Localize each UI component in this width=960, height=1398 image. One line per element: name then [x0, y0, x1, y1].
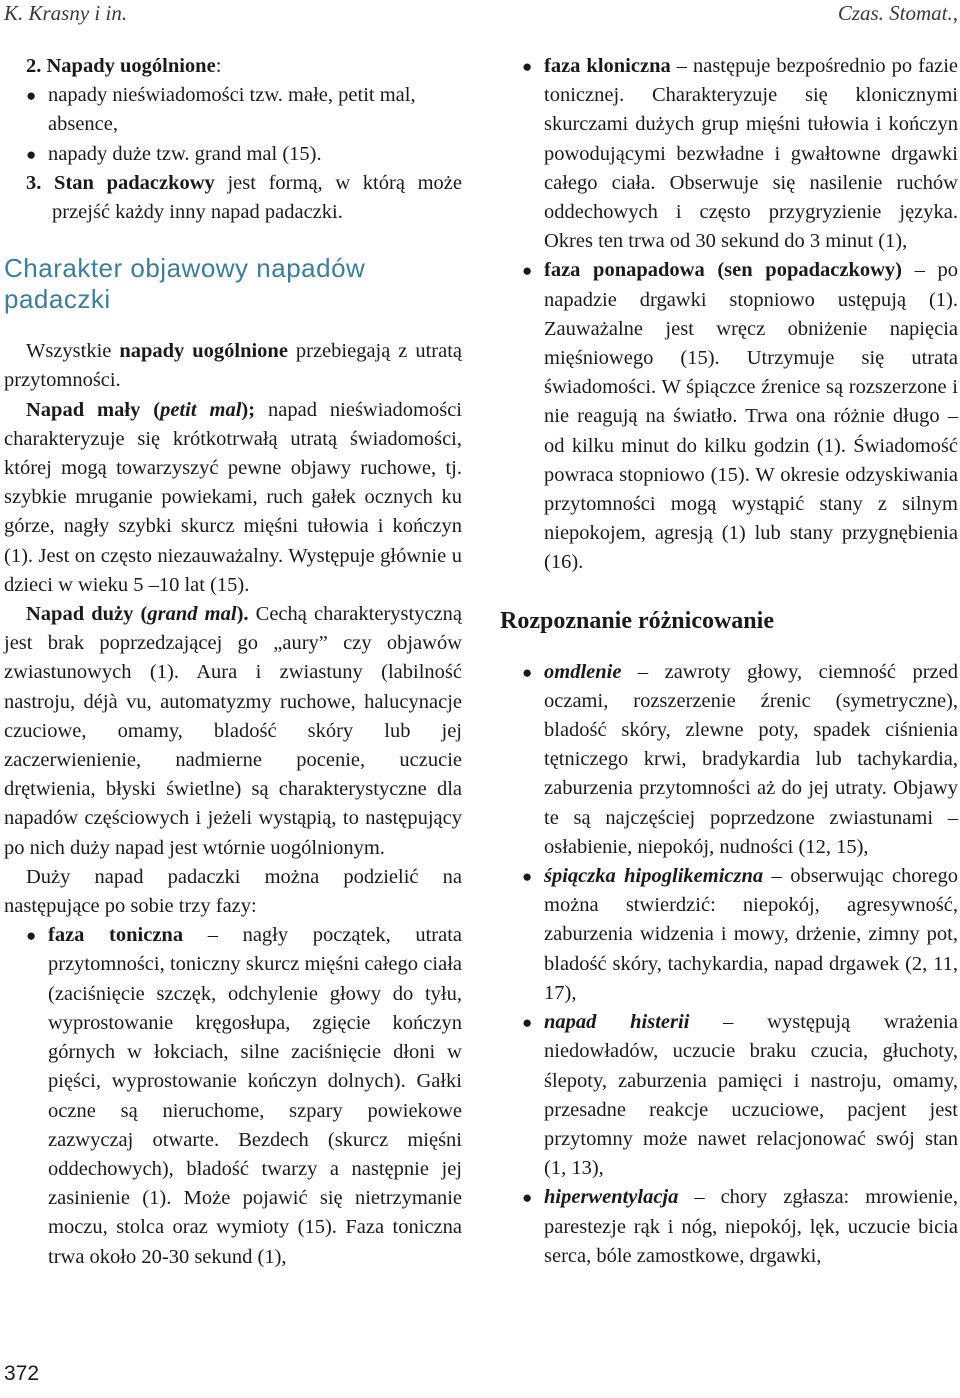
- running-header-journal: Czas. Stomat.,: [837, 1, 958, 25]
- bullet-icon: ●: [26, 144, 37, 164]
- page-number: 372: [4, 1362, 40, 1385]
- list-item-generalized-title: 2. Napady uogólnione: [26, 55, 216, 77]
- bullet-icon: ●: [26, 86, 37, 106]
- bullet-syncope: ● omdlenie – zawroty głowy, ciemność przed oczami, rozszerzenie źrenic (symetryczne), bladość skóry, zlewne poty, spadek ciśnienia tętniczego krwi, bradykardia lub tachykardia, zaburzenia przytomności aż do jej utraty. Objawy te są najczęściej poprzedzone zwiastunami – osłabienie, niepokój, nudności (12, 15),: [500, 658, 958, 862]
- bullet-icon: ●: [522, 662, 533, 682]
- bullet-hyperventilation: ● hiperwentylacja – chory zgłasza: mrowienie, parestezje rąk i nóg, niepokój, lęk, uczucie bicia serca, bóle zamostkowe, drgawki,: [500, 1183, 958, 1271]
- bullet-postictal-phase: ● faza ponapadowa (sen popadaczkowy) – po napadzie drgawki stopniowo ustępują (1). Zauważalne jest wręcz obniżenie napięcia mięśniowego (15). Utrzymuje się utrata świadomości. W śpiączce źrenice są rozszerzone i nie reagują na światło. Trwa ona różnie długo – od kilku minut do kilku godzin (1). Świadomość powraca stopniowo (15). W okresie odzyskiwania przytomności mogą wystąpić stany z silnym niepokojem, agresją (1) lub stany przygnębienia (16).: [500, 256, 958, 577]
- bullet-icon: ●: [522, 867, 533, 887]
- left-column: [4, 52, 462, 1272]
- list-item-generalized: 2. Napady uogólnione:: [26, 55, 222, 77]
- bullet-icon: ●: [26, 926, 37, 946]
- bullet-tonic-phase: ● faza toniczna – nagły początek, utrata przytomności, toniczny skurcz mięśni całego ciała (zaciśnięcie szczęk, odchylenie głowy do tyłu, wyprostowanie kręgosłupa, zgięcie kończyn górnych w łokciach, silne zaciśnięcie dłoni w pięści, wyprostowanie kończyn dolnych). Gałki oczne są nieruchome, szpary powiekowe zazwyczaj otwarte. Bezdech (skurcz mięśni oddechowych), bladość twarzy a następnie jej zasinienie (1). Może pojawić się nietrzymanie moczu, stolca oraz wymioty (15). Faza toniczna trwa około 20-30 sekund (1),: [4, 921, 462, 1271]
- right-column: [500, 52, 958, 1271]
- paragraph-petit-mal: Napad mały (petit mal); napad nieświadomości charakteryzuje się krótkotrwałą utratą świadomości, której mogą towarzyszyć pewne objawy ruchowe, tj. szybkie mruganie powiekami, ruch gałek ocznych ku górze, nagły szybki skurcz mięśni tułowia i kończyn (1). Jest on często niezauważalny. Występuje głównie u dzieci w wieku 5 –10 lat (15).: [4, 398, 462, 596]
- paragraph-generalized: Wszystkie napady uogólnione przebiegają z utratą przytomności.: [4, 340, 462, 392]
- paragraph-phases-intro: Duży napad padaczki można podzielić na następujące po sobie trzy fazy:: [4, 865, 462, 918]
- bullet-hysteria: ● napad histerii – występują wrażenia niedowładów, uczucie braku czucia, głuchoty, ślepoty, zaburzenia pamięci i nastroju, omamy, przesadne reakcje uczuciowe, pacjent jest przytomny może nawet relacjonować swój stan (1, 13),: [500, 1008, 958, 1183]
- bullet-icon: ●: [522, 57, 533, 76]
- bullet-icon: ●: [522, 1013, 533, 1033]
- bullet-icon: ●: [522, 1188, 533, 1208]
- bullet-petit-mal: ● napady nieświadomości tzw. małe, petit mal, absence,: [4, 81, 462, 139]
- section-heading-symptoms: Charakter objawowy napadów padaczki: [4, 253, 366, 315]
- bullet-icon: ●: [522, 261, 533, 281]
- section-heading-differential: Rozpoznanie różnicowanie: [500, 607, 774, 634]
- list-item-status-epilepticus: 3. Stan padaczkowy jest formą, w którą może przejść każdy inny napad padaczki.: [26, 171, 462, 224]
- bullet-hypoglycemic-coma: ● śpiączka hipoglikemiczna – obserwując chorego można stwierdzić: niepokój, agresywność, zaburzenia widzenia i mowy, drżenie, zimny pot, bladość skóry, tachykardia, napad drgawek (2, 11, 17),: [500, 862, 958, 1008]
- running-header-authors: K. Krasny i in.: [4, 1, 128, 25]
- paragraph-grand-mal: Napad duży (grand mal). Cechą charakterystyczną jest brak poprzedzającej go „aury” czy objawów zwiastunowych (1). Aura i zwiastuny (labilność nastroju, déjà vu, automatyzmy ruchowe, halucynacje czuciowe, omamy, bladość skóry lub jej zaczerwienienie, nadmierne pocenie, uczucie drętwienia, błyski świetlne) są charakterystyczne dla napadów częściowych i jeżeli wystąpią, to następujący po nich duży napad jest wtórnie uogólnionym.: [4, 603, 462, 859]
- bullet-clonic-phase: ● faza kloniczna – następuje bezpośrednio po fazie tonicznej. Charakteryzuje się klonicznymi skurczami dużych grup mięśni tułowia i kończyn powodującymi bezwładne i gwałtowne drgawki całego ciała. Obserwuje się nasilenie ruchów oddechowych i często przygryzienie języka. Okres ten trwa od 30 sekund do 3 minut (1),: [500, 52, 958, 256]
- bullet-grand-mal: ● napady duże tzw. grand mal (15).: [4, 140, 462, 169]
